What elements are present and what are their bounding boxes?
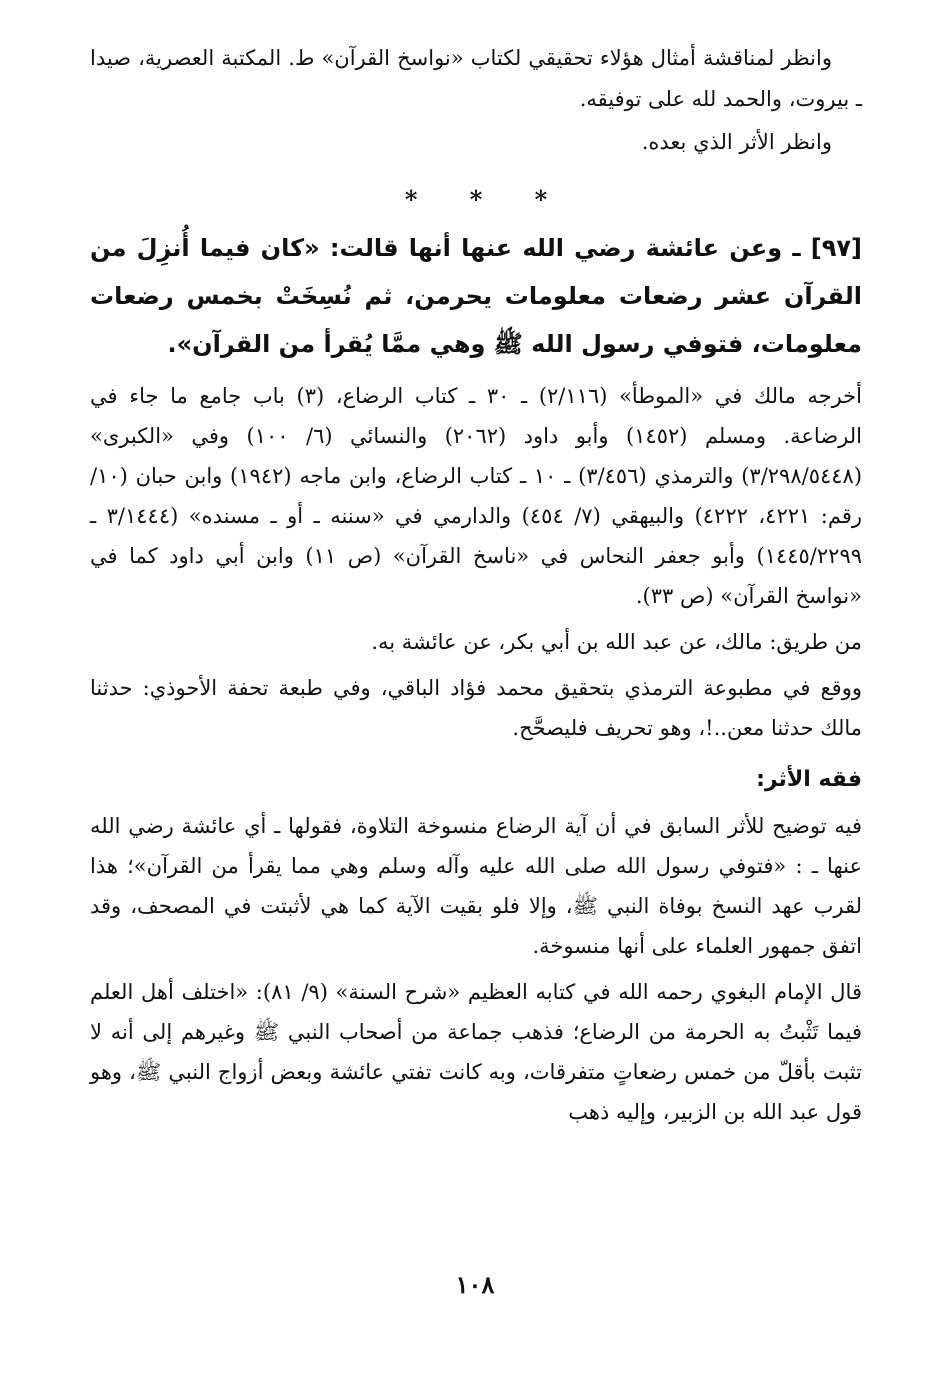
takhrij-paragraph: أخرجه مالك في «الموطأ» (٢/١١٦) ـ ٣٠ ـ كتاب الرضاع، (٣) باب جامع ما جاء في الرضاعة. ومسلم (١٤٥٢) وأبو داود (٢٠٦٢) والنسائي (٦/ ١٠٠) وفي «الكبرى» (٣/٢٩٨/٥٤٤٨) والترمذي (٣/٤٥٦) ـ ١٠ ـ كتاب الرضاع، وابن ماجه (١٩٤٢) وابن حبان (١٠/رقم: ٤٢٢١، ٤٢٢٢) والبيهقي (٧/ ٤٥٤) والدارمي في «سننه ـ أو ـ مسنده» (٣/١٤٤٤ ـ ١٤٤٥/٢٢٩٩) وأبو جعفر النحاس في «ناسخ القرآن» (ص ١١) وابن أبي داود كما في «نواسخ القرآن» (ص ٣٣).: [90, 384, 863, 608]
section-separator: * * *: [404, 185, 570, 214]
fiqh-paragraph: فيه توضيح للأثر السابق في أن آية الرضاع منسوخة التلاوة، فقولها ـ أي عائشة رضي الله عنها ـ : «فتوفي رسول الله صلى الله عليه وآله وسلم وهي مما يقرأ من القرآن»؛ هذا لقرب عهد النسخ بوفاة النبي ﷺ، وإلا فلو بقيت الآية كما هي لأثبتت في المصحف، وقد اتفق جمهور العلماء على أنها منسوخة.: [90, 814, 862, 958]
isnad-chain: من طريق: مالك، عن عبد الله بن أبي بكر، عن عائشة به.: [371, 630, 862, 654]
intro-section: [90, 38, 862, 163]
page-number: ١٠٨: [455, 1270, 495, 1299]
hadith-number: [٩٧]: [810, 234, 863, 262]
hadith-body: ـ وعن عائشة رضي الله عنها أنها قالت: «كان فيما أُنزِلَ من القرآن عشر رضعات معلومات يحرمن، ثم نُسِخَتْ بخمس رضعات معلومات، فتوفي رسول الله ﷺ وهي ممَّا يُقرأ من القرآن».: [90, 234, 862, 358]
edition-note: ووقع في مطبوعة الترمذي بتحقيق محمد فؤاد الباقي، وفي طبعة تحفة الأحوذي: حدثنا مالك حدثنا معن..!، وهو تحريف فليصحَّح.: [90, 676, 862, 740]
intro-paragraph: وانظر لمناقشة أمثال هؤلاء تحقيقي لكتاب «نواسخ القرآن» ط. المكتبة العصرية، صيدا ـ بيروت، والحمد لله على توفيقه.: [90, 46, 862, 111]
baghawi-quote-paragraph: قال الإمام البغوي رحمه الله في كتابه العظيم «شرح السنة» (٩/ ٨١): «اختلف أهل العلم فيما تَثْبتُ به الحرمة من الرضاع؛ فذهب جماعة من أصحاب النبي ﷺ وغيرهم إلى أنه لا تثبت بأقلّ من خمس رضعاتٍ متفرقات، وبه كانت تفتي عائشة وبعض أزواج النبي ﷺ، وهو قول عبد الله بن الزبير، وإليه ذهب: [90, 980, 862, 1124]
cross-reference: وانظر الأثر الذي بعده.: [641, 130, 832, 154]
section-heading: فقه الأثر:: [756, 767, 862, 792]
hadith-text: [90, 224, 862, 368]
